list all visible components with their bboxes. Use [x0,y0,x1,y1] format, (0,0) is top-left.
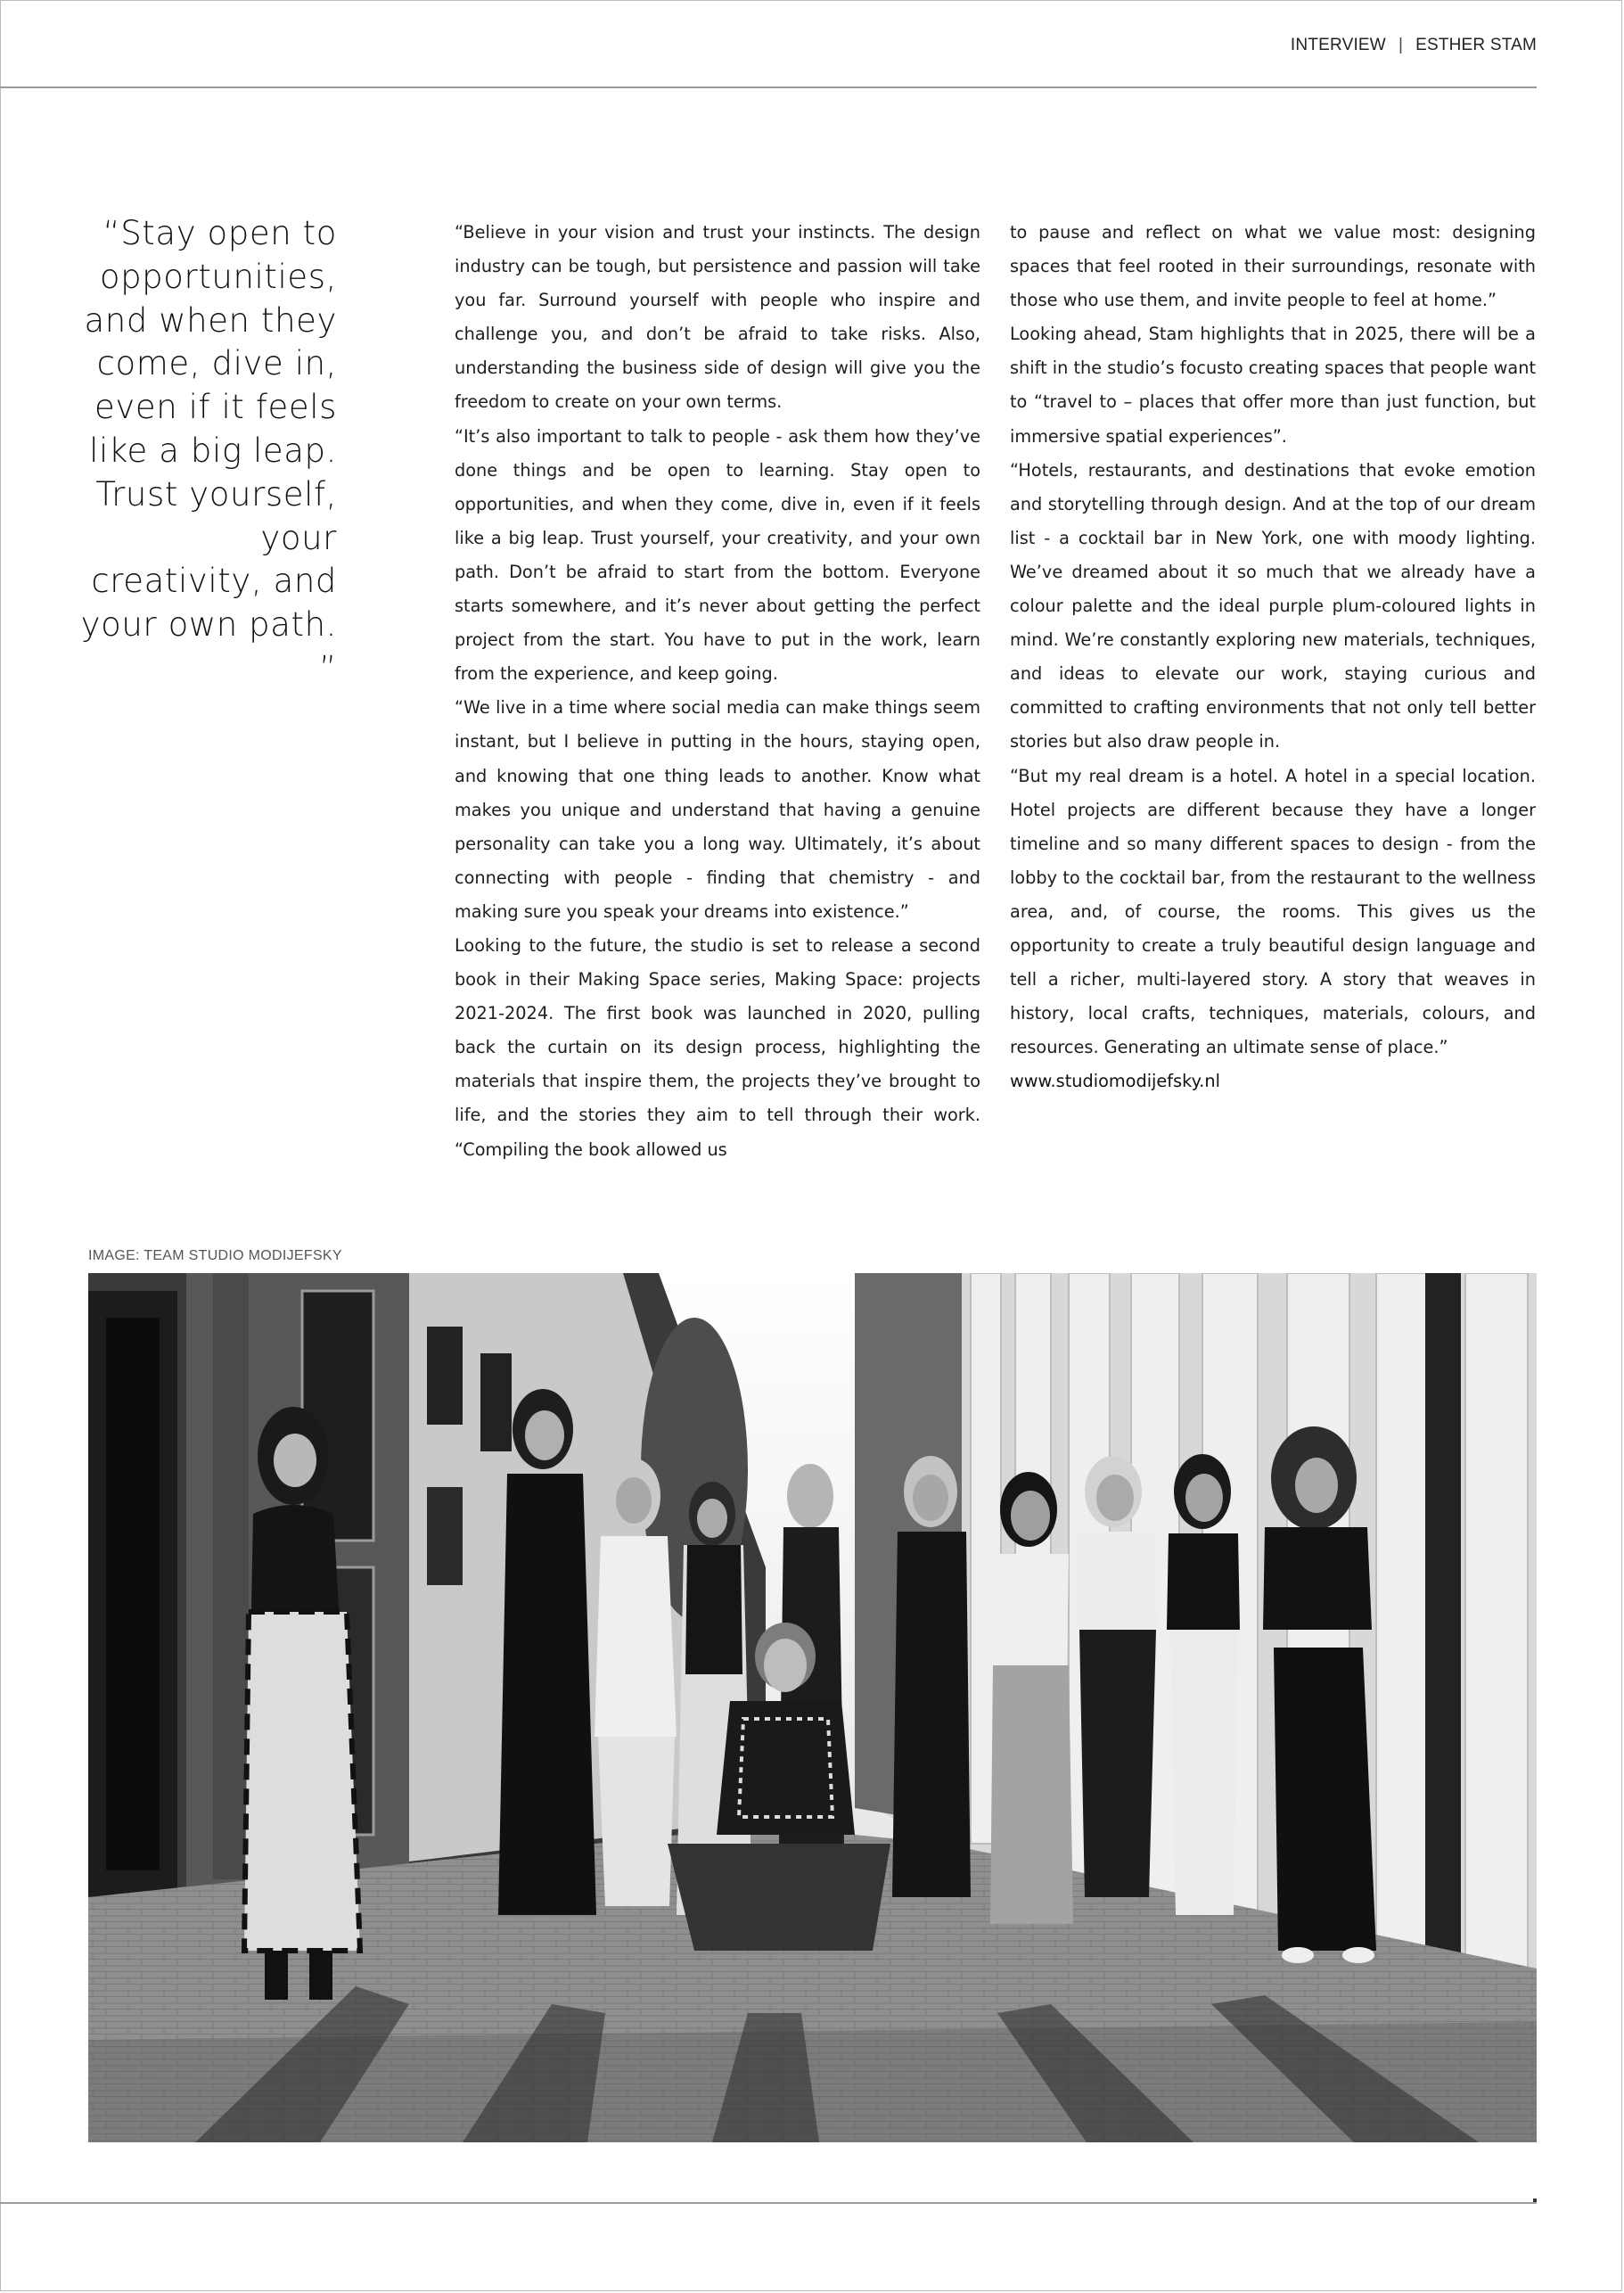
header-name: ESTHER STAM [1415,36,1537,54]
team-photo [88,1273,1537,2142]
footer-mark [1533,2198,1537,2202]
paragraph: “Believe in your vision and trust your instincts. The design industry can be tough, but persistence and passion will take you far. Surround yourself with people who inspire and challenge you, and don’t be afraid to take risks. Also, understanding the business side of design will give you the freedom to create on your own terms. [455,222,980,413]
paragraph: “But my real dream is a hotel. A hotel in a special location. Hotel projects are different because they have a longer timeline and so many different spaces to design - from the lobby to the cocktail bar, from the restaurant to the wellness area, and, of course, the rooms. This gives us the opportunity to create a truly beautiful design language and tell a richer, multi-layered story. A story that weaves in history, local crafts, techniques, materials, colours, and resources. Generating an ultimate sense of place.” [1010,765,1536,1058]
paragraph: Looking to the future, the studio is set to release a second book in their Making Space series, Making Space: projects 2021-2024. The first book was launched in 2020, pulling back the curtain on its design process, highlighting the materials that inspire them, the projects they’ve brought to life, and the stories they aim to tell through their work. “Compiling the book allowed us [455,934,980,1160]
paragraph: “We live in a time where social media can make things seem instant, but I believe in putting in the hours, staying open, and knowing that one thing leads to another. Know what makes you unique and understand that having a genuine personality can take you a long way. Ultimately, it’s about connecting with people - finding that chemistry - and making sure you speak your dreams into existence.” [455,697,980,922]
header-section: INTERVIEW [1290,36,1386,54]
header-rule [0,86,1537,88]
paragraph: “It’s also important to talk to people - ask them how they’ve done things and be open to learning. Stay open to opportunities, and when they come, dive in, even if it feels like a big leap. Trust yourself, your creativity, and your own path. Don’t be afraid to start from the bottom. Everyone starts somewhere, and it’s never about getting the perfect project from the start. You have to put in the work, learn from the experience, and keep going. [455,425,980,685]
running-header [1291,36,1537,55]
image-caption: IMAGE: TEAM STUDIO MODIJEFSKY [88,1248,342,1263]
website-link[interactable]: www.studiomodijefsky.nl [1010,1071,1220,1092]
paragraph: to pause and reflect on what we value most: designing spaces that feel rooted in their surroundings, resonate with those who use them, and invite people to feel at home.” [1010,222,1536,311]
paragraph: “Hotels, restaurants, and destinations that evoke emotion and storytelling through design. And at the top of our dream list - a cocktail bar in New York, one with moody lighting. We’ve dreamed about it so much that we already have a colour palette and the ideal purple plum-coloured lights in mind. We’re constantly exploring new materials, techniques, and ideas to elevate our work, staying curious and committed to crafting environments that not only tell better stories but also draw people in. [1010,459,1536,752]
pull-quote: “Stay open to opportunities, and when they come, dive in, even if it feels like a big leap. Trust yourself, your creativity, and your own path. ” [80,214,337,687]
paragraph: Looking ahead, Stam highlights that in 2025, there will be a shift in the studio’s focusto creating spaces that people want to “travel to – places that offer more than just function, but immersive spatial experiences”. [1010,324,1536,447]
article-column-2 [1010,216,1536,1098]
footer-rule [0,2202,1537,2204]
header-separator: | [1398,36,1404,54]
article-column-1 [455,216,980,1167]
